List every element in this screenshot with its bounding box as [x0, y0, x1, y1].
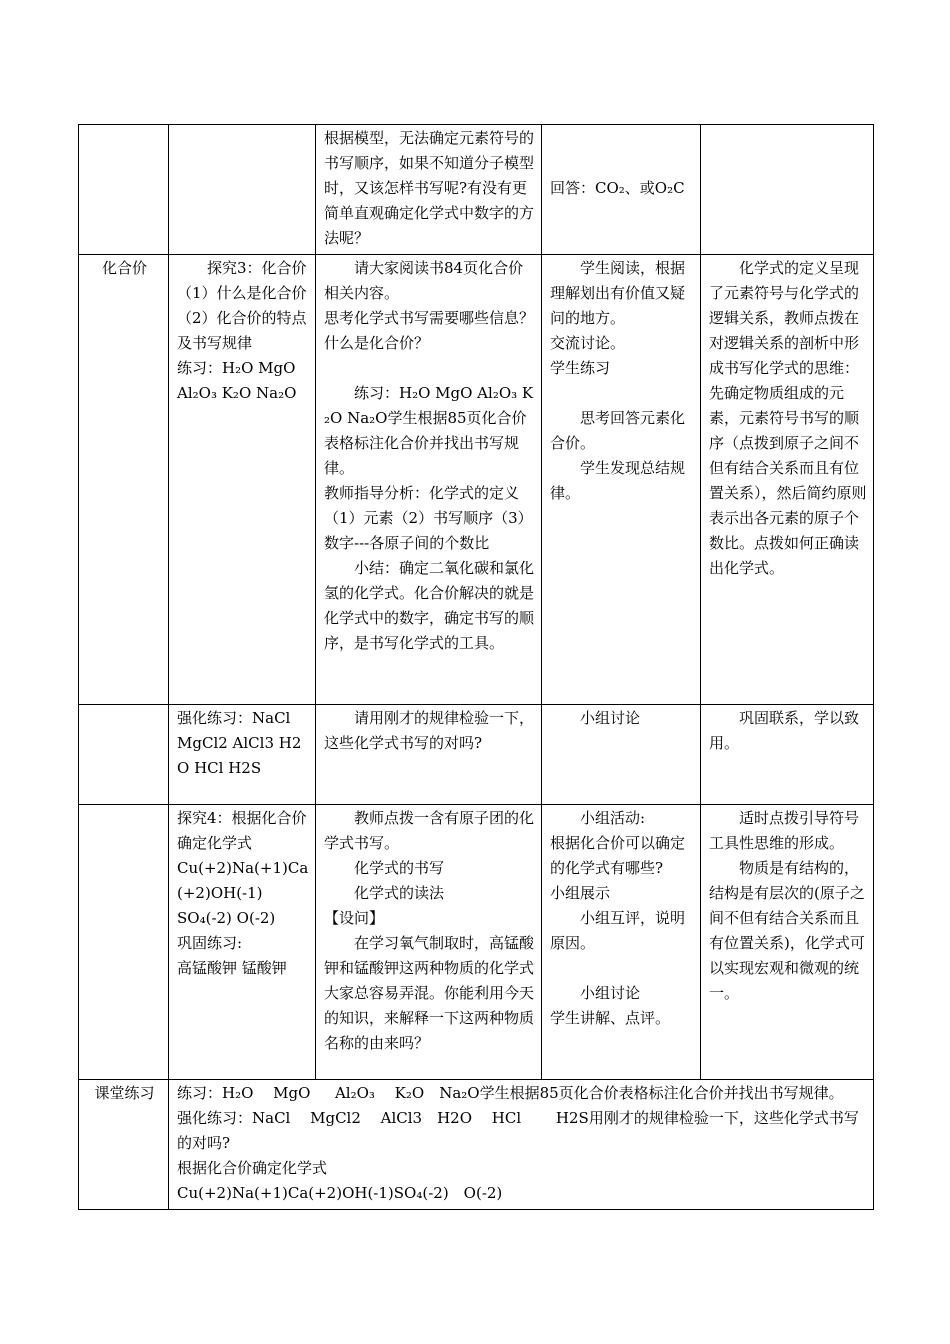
text-line: 巩固联系，学以致用。: [709, 709, 860, 752]
text-line: 学生讲解、点评。: [550, 1009, 671, 1027]
text-line: 请大家阅读书84页化合价相关内容。: [324, 259, 524, 302]
text-line: 教师指导分析：化学式的定义（1）元素（2）书写顺序（3）数字---各原子间的个数比: [324, 484, 533, 552]
cell-topic: [79, 125, 169, 255]
cell-design-intent: [701, 705, 874, 805]
cell-topic: [79, 1080, 169, 1210]
text-line: 小组讨论: [580, 709, 641, 727]
text-line: 学生练习: [550, 359, 611, 377]
text-line: 小组互评，说明原因。: [550, 909, 686, 952]
table-row: [79, 125, 874, 255]
text-line: 【设问】: [324, 909, 385, 927]
cell-student-activity: [542, 125, 701, 255]
text-line: 巩固练习:: [177, 934, 243, 952]
text-line: 练习：H₂O MgO Al₂O₃ K₂O Na₂O学生根据85页化合价表格标注化合价并找出书写规律。: [324, 384, 534, 477]
table-row: [79, 805, 874, 1080]
text-line: 高锰酸钾 锰酸钾: [177, 959, 287, 977]
topic-label: 课堂练习: [94, 1084, 155, 1102]
text-line: 思考回答元素化合价。: [550, 409, 686, 452]
text-line: 练习：H₂O MgO Al₂O₃ K₂O Na₂O学生根据85页化合价表格标注化合价并找出书写规律。: [177, 1084, 844, 1102]
text-line: Cu(+2)Na(+1)Ca(+2)OH(-1): [177, 859, 309, 902]
text-line: （2）化合价的特点及书写规律: [177, 309, 307, 352]
text-line: 根据化合价可以确定的化学式有哪些?: [550, 834, 686, 877]
text-line: SO₄(-2) O(-2): [177, 909, 276, 927]
text-line: 回答：CO₂、或O₂C: [550, 179, 685, 197]
table-row: [79, 255, 874, 705]
cell-topic: [79, 705, 169, 805]
cell-teacher-activity: [316, 705, 542, 805]
text-line: 物质是有结构的，结构是有层次的(原子之间不但有结合关系而且有位置关系)，化学式可以实现宏观和微观的统一。: [709, 859, 865, 1002]
text-line: 学生阅读，根据理解划出有价值又疑问的地方。: [550, 259, 686, 327]
cell-content: [169, 705, 316, 805]
text-line: 强化练习：NaCl MgCl2 AlCl3 H2O HCl H2S: [177, 709, 302, 777]
text-line: 练习：H₂O MgO Al₂O₃ K₂O Na₂O: [177, 359, 297, 402]
text-line: 小结：确定二氧化碳和氯化氢的化学式。化合价解决的就是化学式中的数字，确定书写的顺序，是书写化学式的工具。: [324, 559, 535, 652]
text-line: 化学式的定义呈现了元素符号与化学式的逻辑关系，教师点拨在对逻辑关系的剖析中形成书写化学式的思维：先确定物质组成的元素，元素符号书写的顺序（点拨到原子之间不但有结合关系而且有位置关系），然后简约原则表示出各元素的原子个数比。点拨如何正确读出化学式。: [709, 259, 867, 577]
cell-topic: [79, 255, 169, 705]
cell-design-intent: [701, 125, 874, 255]
cell-teacher-activity: [316, 125, 542, 255]
text-line: （1）什么是化合价: [177, 284, 307, 302]
text-line: Cu(+2)Na(+1)Ca(+2)OH(-1)SO₄(-2) O(-2): [177, 1184, 503, 1202]
cell-teacher-activity: [316, 805, 542, 1080]
cell-student-activity: [542, 705, 701, 805]
cell-topic: [79, 805, 169, 1080]
text-line: 强化练习：NaCl MgCl2 AlCl3 H2O HCl H2S用刚才的规律检验一下，这些化学式书写的对吗?: [177, 1109, 859, 1152]
cell-practice: [169, 1080, 874, 1210]
text-line: 适时点拨引导符号工具性思维的形成。: [709, 809, 860, 852]
text-line: 根据化合价确定化学式: [177, 1159, 328, 1177]
cell-design-intent: [701, 805, 874, 1080]
text-line: 小组讨论: [580, 984, 641, 1002]
cell-student-activity: [542, 255, 701, 705]
cell-student-activity: [542, 805, 701, 1080]
text-line: 在学习氧气制取时，高锰酸钾和锰酸钾这两种物质的化学式大家总容易弄混。你能利用今天的知识，来解释一下这两种物质名称的由来吗？: [324, 934, 535, 1052]
text-line: 探究3：化合价: [207, 259, 307, 277]
text-line: 学生发现总结规律。: [550, 459, 686, 502]
cell-content: [169, 125, 316, 255]
topic-label: 化合价: [101, 259, 147, 277]
cell-teacher-activity: [316, 255, 542, 705]
text-line: 探究4：根据化合价确定化学式: [177, 809, 307, 852]
text-line: 小组活动:: [580, 809, 646, 827]
text-line: 思考化学式书写需要哪些信息？什么是化合价？: [324, 309, 535, 352]
table-row: [79, 1080, 874, 1210]
lesson-plan-table: [78, 124, 874, 1210]
text-line: 请用刚才的规律检验一下，这些化学式书写的对吗?: [324, 709, 535, 752]
text-line: 根据模型，无法确定元素符号的书写顺序，如果不知道分子模型时，又该怎样书写呢?有没有更简单直观确定化学式中数字的方法呢？: [324, 129, 535, 247]
text-line: 小组展示: [550, 884, 611, 902]
text-line: 化学式的书写: [354, 859, 445, 877]
cell-design-intent: [701, 255, 874, 705]
text-line: 教师点拨一含有原子团的化学式书写。: [324, 809, 535, 852]
cell-content: [169, 255, 316, 705]
table-row: [79, 705, 874, 805]
cell-content: [169, 805, 316, 1080]
text-line: 交流讨论。: [550, 334, 626, 352]
text-line: 化学式的读法: [354, 884, 445, 902]
